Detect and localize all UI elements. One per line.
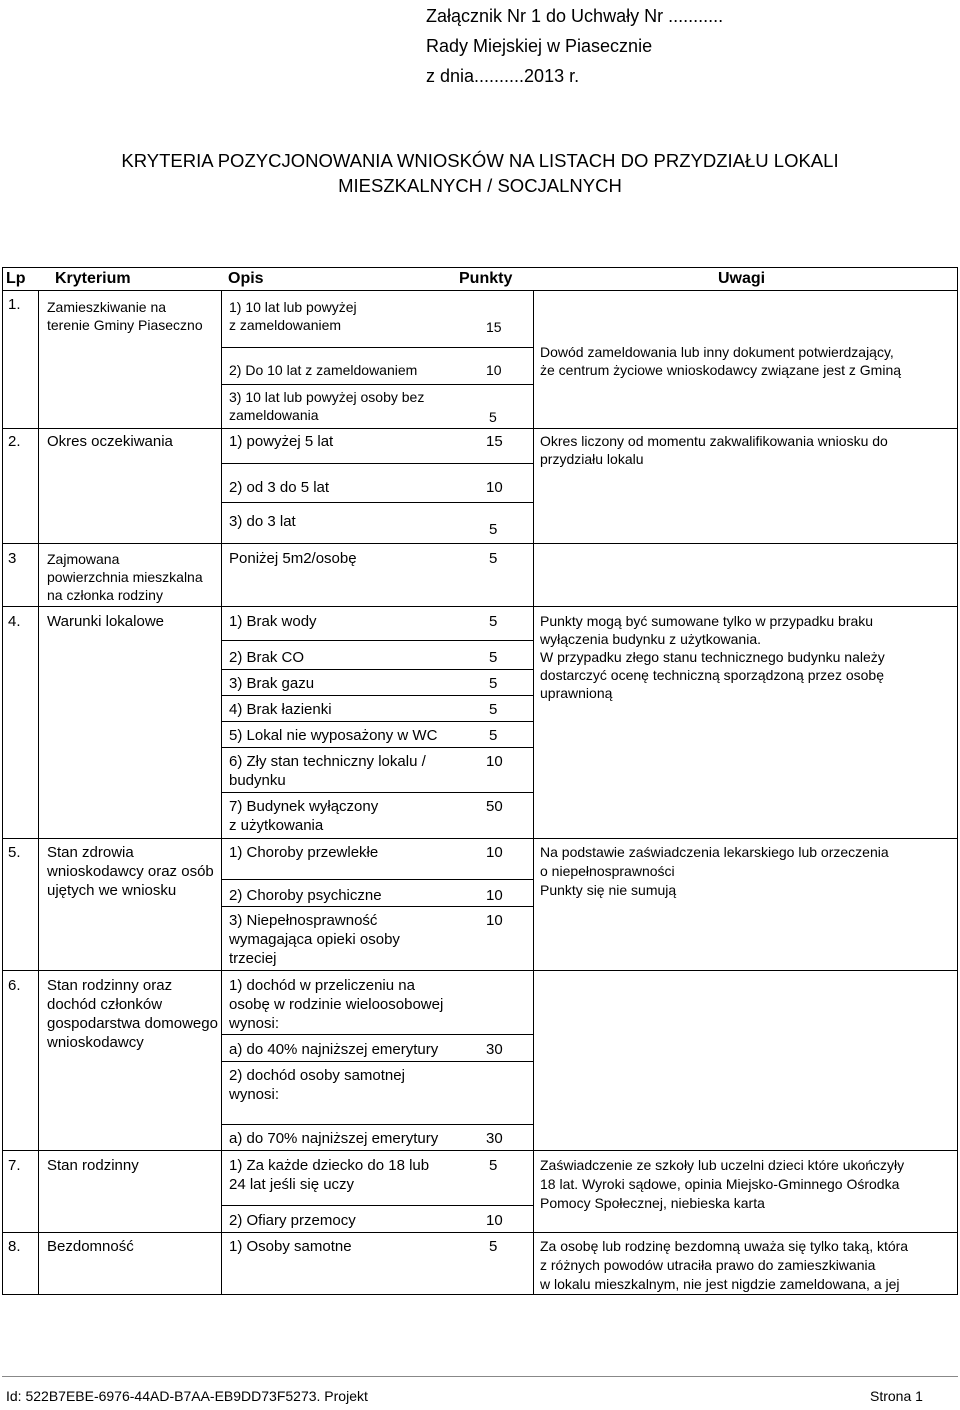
row-opis: 2) Brak CO (229, 649, 305, 666)
row-separator (2, 970, 958, 971)
footer-page-number: Strona 1 (870, 1388, 923, 1404)
row-opis: wynosi: (229, 1015, 280, 1032)
row-kryterium: Zajmowana (47, 551, 120, 567)
row-kryterium: Bezdomność (47, 1238, 134, 1255)
row-punkty: 10 (486, 1212, 503, 1229)
row-opis: 7) Budynek wyłączony (229, 798, 379, 815)
row-opis: 1) powyżej 5 lat (229, 433, 334, 450)
row-opis: 1) Brak wody (229, 613, 317, 630)
header-kryterium: Kryterium (55, 270, 131, 287)
punkty-column-divider (533, 290, 534, 1295)
row-punkty: 10 (486, 844, 503, 861)
row-kryterium: gospodarstwa domowego (47, 1015, 218, 1032)
row-divider (221, 906, 533, 907)
row-lp: 3 (8, 550, 17, 567)
header-line-1: Załącznik Nr 1 do Uchwały Nr ........... (426, 6, 724, 26)
lp-column-divider (38, 290, 39, 1295)
row-punkty: 30 (486, 1130, 503, 1147)
row-opis: 5) Lokal nie wyposażony w WC (229, 727, 438, 744)
row-lp: 1. (8, 296, 21, 313)
row-divider (221, 879, 533, 880)
row-kryterium: wnioskodawcy (47, 1034, 144, 1051)
row-punkty: 5 (489, 550, 498, 567)
header-lp: Lp (6, 270, 26, 287)
row-uwagi: wyłączenia budynku z użytkowania. (540, 631, 762, 647)
row-punkty: 15 (486, 319, 502, 335)
row-separator (2, 1232, 958, 1233)
row-lp: 6. (8, 977, 21, 994)
row-kryterium: Stan zdrowia (47, 844, 134, 861)
table-header-border (2, 290, 958, 291)
row-lp: 2. (8, 433, 21, 450)
row-kryterium: Okres oczekiwania (47, 433, 173, 450)
row-divider (221, 463, 533, 464)
row-uwagi: Punkty się nie sumują (540, 882, 677, 898)
row-punkty: 50 (486, 798, 503, 815)
row-divider (221, 1205, 533, 1206)
row-divider (221, 640, 533, 641)
footer-rule (2, 1376, 958, 1377)
row-divider (221, 695, 533, 696)
row-opis: 2) Choroby psychiczne (229, 887, 382, 904)
row-lp: 8. (8, 1238, 21, 1255)
row-separator (2, 428, 958, 429)
row-punkty: 30 (486, 1041, 503, 1058)
row-opis: 6) Zły stan techniczny lokalu / (229, 753, 426, 770)
row-uwagi: przydziału lokalu (540, 451, 644, 467)
row-divider (221, 1124, 533, 1125)
row-opis: 2) od 3 do 5 lat (229, 479, 330, 496)
row-divider (221, 502, 533, 503)
row-divider (221, 747, 533, 748)
row-opis: 3) Niepełnosprawność (229, 912, 378, 929)
row-kryterium: dochód członków (47, 996, 163, 1013)
row-opis: 2) Do 10 lat z zameldowaniem (229, 362, 418, 378)
row-divider (221, 792, 533, 793)
row-separator (2, 606, 958, 607)
row-divider (221, 1061, 533, 1062)
row-lp: 7. (8, 1157, 21, 1174)
row-opis: Poniżej 5m2/osobę (229, 550, 357, 567)
header-uwagi: Uwagi (718, 270, 766, 287)
document-title-line-1: KRYTERIA POZYCJONOWANIA WNIOSKÓW NA LISTACH DO PRZYDZIAŁU LOKALI (121, 150, 839, 171)
row-opis: 3) 10 lat lub powyżej osoby bez (229, 389, 425, 405)
row-opis: osobę w rodzinie wieloosobowej (229, 996, 444, 1013)
row-opis: 1) Osoby samotne (229, 1238, 352, 1255)
row-punkty: 5 (489, 649, 498, 666)
row-opis: 3) Brak gazu (229, 675, 315, 692)
row-uwagi: 18 lat. Wyroki sądowe, opinia Miejsko-Gminnego Ośrodka (540, 1176, 900, 1192)
row-divider (221, 1034, 533, 1035)
table-left-border (2, 267, 3, 1295)
row-divider (221, 721, 533, 722)
row-punkty: 5 (489, 1238, 498, 1255)
row-opis: a) do 70% najniższej emerytury (229, 1130, 439, 1147)
row-uwagi: Zaświadczenie ze szkoły lub uczelni dzieci które ukończyły (540, 1157, 905, 1173)
row-punkty: 5 (489, 613, 498, 630)
row-separator (2, 1150, 958, 1151)
row-kryterium: na członka rodziny (47, 587, 163, 603)
row-uwagi: Pomocy Społecznej, niebieska karta (540, 1195, 765, 1211)
row-opis: 4) Brak łazienki (229, 701, 332, 718)
row-divider (221, 669, 533, 670)
row-opis: z użytkowania (229, 817, 324, 834)
table-top-border (2, 267, 958, 268)
row-uwagi: w lokalu mieszkalnym, nie jest nigdzie zameldowana, a jej (540, 1276, 900, 1292)
row-separator (2, 838, 958, 839)
row-punkty: 5 (489, 1157, 498, 1174)
row-opis: budynku (229, 772, 286, 789)
row-opis: wynosi: (229, 1086, 280, 1103)
table-bottom-border (2, 1294, 958, 1295)
row-punkty: 5 (489, 727, 498, 744)
row-kryterium: Stan rodzinny oraz (47, 977, 173, 994)
row-punkty: 5 (489, 521, 498, 538)
header-opis: Opis (228, 270, 264, 287)
row-lp: 5. (8, 844, 21, 861)
row-kryterium: wnioskodawcy oraz osób (47, 863, 214, 880)
row-divider (221, 347, 533, 348)
footer-document-id: Id: 522B7EBE-6976-44AD-B7AA-EB9DD73F5273. Projekt (6, 1388, 368, 1404)
row-opis: 1) dochód w przeliczeniu na (229, 977, 415, 994)
row-kryterium: Warunki lokalowe (47, 613, 164, 630)
row-punkty: 15 (486, 433, 503, 450)
row-opis: trzeciej (229, 950, 277, 967)
row-opis: 1) Za każde dziecko do 18 lub (229, 1157, 430, 1174)
row-divider (221, 384, 533, 385)
row-uwagi: Za osobę lub rodzinę bezdomną uważa się tylko taką, która (540, 1238, 909, 1254)
row-uwagi: z różnych powodów utraciła prawo do zamieszkiwania (540, 1257, 876, 1273)
row-kryterium: Zamieszkiwanie na (47, 299, 167, 315)
row-opis: 1) Choroby przewlekłe (229, 844, 379, 861)
row-uwagi: o niepełnosprawności (540, 863, 675, 879)
row-opis: zameldowania (229, 407, 319, 423)
row-kryterium: powierzchnia mieszkalna (47, 569, 203, 585)
document-title-line-2: MIESZKALNYCH / SOCJALNYCH (338, 175, 622, 196)
row-opis: z zameldowaniem (229, 317, 342, 333)
row-punkty: 5 (489, 409, 497, 425)
header-line-2: Rady Miejskiej w Piasecznie (426, 36, 653, 56)
row-separator (2, 543, 958, 544)
row-punkty: 10 (486, 753, 503, 770)
row-uwagi: Okres liczony od momentu zakwalifikowania wniosku do (540, 433, 888, 449)
row-kryterium: Stan rodzinny (47, 1157, 139, 1174)
row-kryterium: ujętych we wniosku (47, 882, 177, 899)
row-punkty: 5 (489, 675, 498, 692)
row-opis: wymagająca opieki osoby (229, 931, 400, 948)
row-opis: 24 lat jeśli się uczy (229, 1176, 355, 1193)
row-uwagi: W przypadku złego stanu technicznego budynku należy (540, 649, 885, 665)
row-punkty: 10 (486, 887, 503, 904)
row-punkty: 10 (486, 362, 502, 378)
row-punkty: 5 (489, 701, 498, 718)
row-uwagi: Na podstawie zaświadczenia lekarskiego lub orzeczenia (540, 844, 889, 860)
header-line-3: z dnia..........2013 r. (426, 66, 580, 86)
row-opis: a) do 40% najniższej emerytury (229, 1041, 439, 1058)
row-opis: 1) 10 lat lub powyżej (229, 299, 357, 315)
row-opis: 2) Ofiary przemocy (229, 1212, 356, 1229)
row-lp: 4. (8, 613, 21, 630)
row-kryterium: terenie Gminy Piaseczno (47, 317, 203, 333)
header-punkty: Punkty (459, 270, 513, 287)
row-uwagi: dostarczyć ocenę techniczną sporządzoną przez osobę (540, 667, 884, 683)
row-uwagi: że centrum życiowe wnioskodawcy związane jest z Gminą (540, 362, 902, 378)
table-right-border (957, 267, 958, 1295)
row-uwagi: Punkty mogą być sumowane tylko w przypadku braku (540, 613, 874, 629)
row-uwagi: Dowód zameldowania lub inny dokument potwierdzający, (540, 344, 894, 360)
row-punkty: 10 (486, 479, 503, 496)
row-opis: 2) dochód osoby samotnej (229, 1067, 405, 1084)
row-uwagi: uprawnioną (540, 685, 613, 701)
row-opis: 3) do 3 lat (229, 513, 296, 530)
row-punkty: 10 (486, 912, 503, 929)
